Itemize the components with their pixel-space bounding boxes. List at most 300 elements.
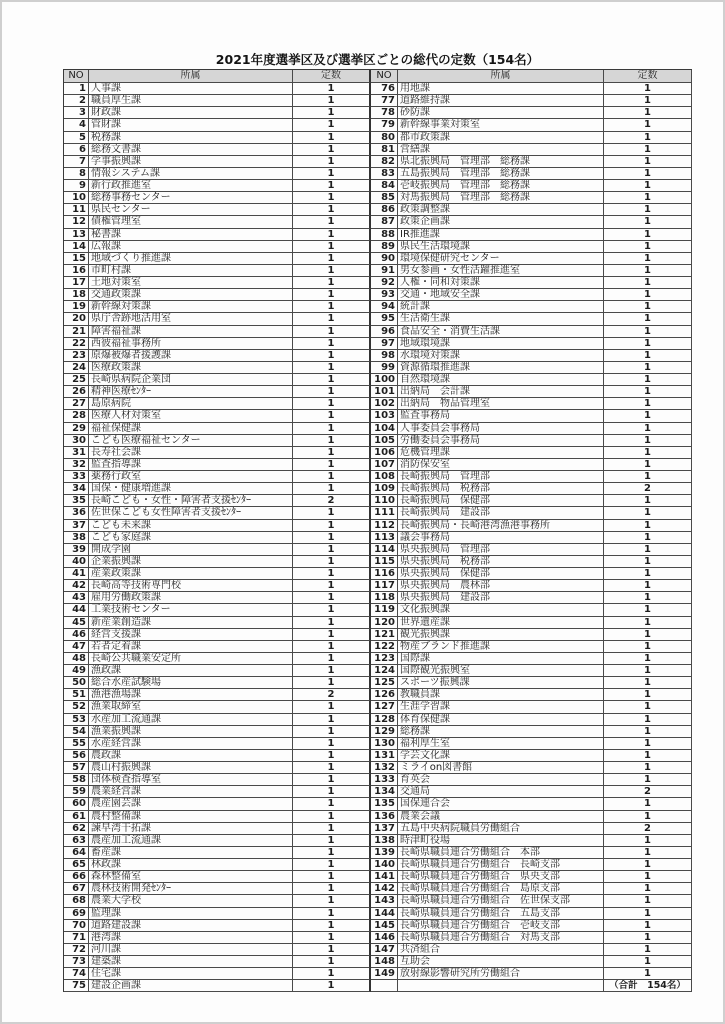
- right-row-dept: スポーツ振興課: [398, 677, 604, 689]
- left-row-no: 71: [64, 932, 89, 944]
- table-row: [64, 95, 692, 107]
- right-row-count: 1: [604, 532, 692, 544]
- right-row-dept: 学芸文化課: [398, 750, 604, 762]
- table-row: [64, 883, 692, 895]
- table-row: [64, 847, 692, 859]
- left-row-dept: 市町村課: [89, 265, 293, 277]
- right-row-no: 149: [371, 968, 398, 980]
- left-header-dept: 所属: [89, 70, 293, 83]
- left-row-no: 22: [64, 338, 89, 350]
- right-row-no: 106: [371, 447, 398, 459]
- left-header-no: NO: [64, 70, 89, 83]
- left-row-no: 63: [64, 835, 89, 847]
- left-row-dept: 団体検査指導室: [89, 774, 293, 786]
- left-row-dept: 建築課: [89, 956, 293, 968]
- table-row: [64, 944, 692, 956]
- left-row-count: 1: [293, 701, 371, 713]
- left-row-dept: 雇用労働政策課: [89, 592, 293, 604]
- right-row-dept: 新幹線事業対策室: [398, 119, 604, 131]
- left-row-dept: 秘書課: [89, 229, 293, 241]
- right-row-no: 116: [371, 568, 398, 580]
- table-row: [64, 386, 692, 398]
- left-row-dept: 林政課: [89, 859, 293, 871]
- left-row-no: 12: [64, 216, 89, 228]
- right-row-dept: 総務課: [398, 726, 604, 738]
- table-row: [64, 471, 692, 483]
- right-row-count: 1: [604, 301, 692, 313]
- left-row-no: 23: [64, 350, 89, 362]
- right-row-count: 1: [604, 580, 692, 592]
- left-row-no: 62: [64, 823, 89, 835]
- right-row-no: 107: [371, 459, 398, 471]
- right-row-dept: 教職員課: [398, 689, 604, 701]
- right-row-no: 94: [371, 301, 398, 313]
- right-row-count: 1: [604, 107, 692, 119]
- left-row-dept: 福祉保健課: [89, 423, 293, 435]
- right-row-dept: 放射線影響研究所労働組合: [398, 968, 604, 980]
- table-row: [64, 507, 692, 519]
- left-row-no: 75: [64, 980, 89, 992]
- left-row-dept: 長崎高等技術専門校: [89, 580, 293, 592]
- right-row-no: 130: [371, 738, 398, 750]
- left-row-no: 16: [64, 265, 89, 277]
- left-row-no: 24: [64, 362, 89, 374]
- left-row-count: 1: [293, 677, 371, 689]
- right-row-count: 1: [604, 811, 692, 823]
- left-row-dept: 長崎こども・女性・障害者支援ｾﾝﾀｰ: [89, 495, 293, 507]
- table-row: [64, 617, 692, 629]
- table-row: [64, 714, 692, 726]
- right-row-dept: 県央振興局 保健部: [398, 568, 604, 580]
- right-row-no: 84: [371, 180, 398, 192]
- left-row-no: 4: [64, 119, 89, 131]
- right-row-no: 89: [371, 241, 398, 253]
- left-row-dept: 監査指導課: [89, 459, 293, 471]
- left-row-count: 1: [293, 398, 371, 410]
- table-row: [64, 895, 692, 907]
- right-row-no: 145: [371, 920, 398, 932]
- left-row-count: 1: [293, 107, 371, 119]
- table-row: [64, 423, 692, 435]
- left-row-count: 1: [293, 665, 371, 677]
- right-row-dept: 統計課: [398, 301, 604, 313]
- left-row-dept: 水産経営課: [89, 738, 293, 750]
- right-row-dept: 時津町役場: [398, 835, 604, 847]
- left-row-no: 29: [64, 423, 89, 435]
- right-row-dept: 長崎県職員連合労働組合 対馬支部: [398, 932, 604, 944]
- right-row-dept: 観光振興課: [398, 629, 604, 641]
- right-row-no: 117: [371, 580, 398, 592]
- left-row-no: 10: [64, 192, 89, 204]
- representatives-table: [63, 69, 692, 992]
- right-row-no: 99: [371, 362, 398, 374]
- table-row: [64, 410, 692, 422]
- right-row-no: 142: [371, 883, 398, 895]
- table-row: [64, 968, 692, 980]
- right-row-count: 1: [604, 95, 692, 107]
- left-row-no: 8: [64, 168, 89, 180]
- table-row: [64, 580, 692, 592]
- left-row-count: 1: [293, 641, 371, 653]
- right-row-dept: 互助会: [398, 956, 604, 968]
- right-row-dept: 県央振興局 建設部: [398, 592, 604, 604]
- right-row-no: 133: [371, 774, 398, 786]
- right-row-no: 101: [371, 386, 398, 398]
- right-row-dept: 人事委員会事務局: [398, 423, 604, 435]
- left-row-count: 1: [293, 811, 371, 823]
- table-row: [64, 823, 692, 835]
- right-row-no: 92: [371, 277, 398, 289]
- left-row-count: 1: [293, 980, 371, 992]
- left-row-dept: 開成学園: [89, 544, 293, 556]
- left-row-count: 1: [293, 944, 371, 956]
- left-row-count: 1: [293, 289, 371, 301]
- left-row-dept: 国保・健康増進課: [89, 483, 293, 495]
- right-row-dept: 用地課: [398, 83, 604, 95]
- right-row-dept: 長崎県職員連合労働組合 県央支部: [398, 871, 604, 883]
- left-row-dept: 障害福祉課: [89, 326, 293, 338]
- left-row-no: 27: [64, 398, 89, 410]
- left-row-dept: 漁政課: [89, 665, 293, 677]
- table-row: [64, 83, 692, 95]
- right-row-count: 1: [604, 180, 692, 192]
- left-row-no: 5: [64, 132, 89, 144]
- left-row-no: 60: [64, 798, 89, 810]
- left-row-dept: 住宅課: [89, 968, 293, 980]
- right-row-dept: 議会事務局: [398, 532, 604, 544]
- right-row-count: 2: [604, 823, 692, 835]
- left-row-dept: 農産園芸課: [89, 798, 293, 810]
- table-row: [64, 653, 692, 665]
- left-row-dept: 税務課: [89, 132, 293, 144]
- right-row-no: 83: [371, 168, 398, 180]
- right-row-count: 1: [604, 277, 692, 289]
- left-row-dept: 建設企画課: [89, 980, 293, 992]
- right-row-dept: 壱岐振興局 管理部 総務課: [398, 180, 604, 192]
- right-row-count: 1: [604, 459, 692, 471]
- right-row-count: 1: [604, 447, 692, 459]
- left-row-no: 54: [64, 726, 89, 738]
- right-row-dept: 生活衛生課: [398, 313, 604, 325]
- left-header-count: 定数: [293, 70, 371, 83]
- right-row-count: 1: [604, 738, 692, 750]
- left-row-dept: 農業経営課: [89, 786, 293, 798]
- left-row-count: 1: [293, 738, 371, 750]
- left-row-dept: 監理課: [89, 908, 293, 920]
- left-row-count: 1: [293, 265, 371, 277]
- left-row-dept: 産業政策課: [89, 568, 293, 580]
- left-row-dept: 企業振興課: [89, 556, 293, 568]
- left-row-no: 11: [64, 204, 89, 216]
- right-row-count: 1: [604, 665, 692, 677]
- left-row-dept: 交通政策課: [89, 289, 293, 301]
- right-row-dept: 営繕課: [398, 144, 604, 156]
- table-row: [64, 119, 692, 131]
- left-row-count: 1: [293, 920, 371, 932]
- left-row-dept: 経営支援課: [89, 629, 293, 641]
- right-row-count: 1: [604, 338, 692, 350]
- right-row-no: 144: [371, 908, 398, 920]
- left-row-dept: 漁業振興課: [89, 726, 293, 738]
- right-row-count: 1: [604, 350, 692, 362]
- right-row-dept: 物産ブランド推進課: [398, 641, 604, 653]
- right-row-count: 1: [604, 132, 692, 144]
- left-row-no: 44: [64, 604, 89, 616]
- left-row-no: 40: [64, 556, 89, 568]
- right-row-count: 1: [604, 229, 692, 241]
- left-row-dept: 港湾課: [89, 932, 293, 944]
- left-row-no: 59: [64, 786, 89, 798]
- table-row: [64, 604, 692, 616]
- table-row: [64, 920, 692, 932]
- left-row-dept: 職員厚生課: [89, 95, 293, 107]
- table-row: [64, 338, 692, 350]
- left-row-dept: 土地対策室: [89, 277, 293, 289]
- right-row-dept: 政策企画課: [398, 216, 604, 228]
- right-row-no: 110: [371, 495, 398, 507]
- table-row: [64, 107, 692, 119]
- right-header-dept: 所属: [398, 70, 604, 83]
- left-row-count: 1: [293, 410, 371, 422]
- left-row-no: 21: [64, 326, 89, 338]
- right-row-dept: 砂防課: [398, 107, 604, 119]
- left-row-dept: 財政課: [89, 107, 293, 119]
- left-row-dept: 道路建設課: [89, 920, 293, 932]
- left-row-dept: 医療人材対策室: [89, 410, 293, 422]
- table-row: [64, 750, 692, 762]
- left-row-dept: 農山村振興課: [89, 762, 293, 774]
- right-row-dept: 国際課: [398, 653, 604, 665]
- right-row-dept: 育英会: [398, 774, 604, 786]
- left-row-count: 1: [293, 350, 371, 362]
- table-row: [64, 168, 692, 180]
- left-row-count: 1: [293, 180, 371, 192]
- left-row-dept: 農業大学校: [89, 895, 293, 907]
- right-row-no: 121: [371, 629, 398, 641]
- right-row-no: 122: [371, 641, 398, 653]
- table-row: [64, 253, 692, 265]
- right-row-dept: 長崎県職員連合労働組合 五島支部: [398, 908, 604, 920]
- right-row-count: 1: [604, 714, 692, 726]
- right-row-no: 128: [371, 714, 398, 726]
- table-row: [64, 362, 692, 374]
- right-row-count: 1: [604, 762, 692, 774]
- left-row-dept: 水産加工流通課: [89, 714, 293, 726]
- table-row: [64, 229, 692, 241]
- table-row: [64, 908, 692, 920]
- right-row-dept: 生涯学習課: [398, 701, 604, 713]
- left-row-no: 32: [64, 459, 89, 471]
- right-row-no: 120: [371, 617, 398, 629]
- right-row-no: 126: [371, 689, 398, 701]
- left-row-no: 72: [64, 944, 89, 956]
- left-row-count: 1: [293, 629, 371, 641]
- left-row-dept: 漁業取締室: [89, 701, 293, 713]
- right-row-no: 112: [371, 520, 398, 532]
- table-row: [64, 374, 692, 386]
- right-row-count: 1: [604, 423, 692, 435]
- left-row-no: 50: [64, 677, 89, 689]
- left-row-count: 1: [293, 556, 371, 568]
- left-row-count: 1: [293, 471, 371, 483]
- right-row-count: 1: [604, 653, 692, 665]
- right-row-count: 1: [604, 435, 692, 447]
- table-row: [64, 677, 692, 689]
- right-row-count: 1: [604, 362, 692, 374]
- right-row-dept: 長崎県職員連合労働組合 本部: [398, 847, 604, 859]
- right-row-dept: 県央振興局 税務部: [398, 556, 604, 568]
- right-header-count: 定数: [604, 70, 692, 83]
- right-row-no: 93: [371, 289, 398, 301]
- right-row-count: 1: [604, 471, 692, 483]
- table-row: [64, 701, 692, 713]
- right-row-no: 139: [371, 847, 398, 859]
- left-row-count: 1: [293, 932, 371, 944]
- right-row-no: 119: [371, 604, 398, 616]
- left-row-dept: 県庁舎跡地活用室: [89, 313, 293, 325]
- right-row-count: 1: [604, 774, 692, 786]
- left-row-count: 1: [293, 968, 371, 980]
- left-row-no: 51: [64, 689, 89, 701]
- left-row-no: 15: [64, 253, 89, 265]
- left-row-count: 1: [293, 798, 371, 810]
- total-count: （合計 154名）: [604, 980, 692, 992]
- left-row-no: 53: [64, 714, 89, 726]
- right-row-no: 102: [371, 398, 398, 410]
- left-row-no: 42: [64, 580, 89, 592]
- right-row-count: 1: [604, 410, 692, 422]
- right-row-count: 1: [604, 568, 692, 580]
- right-row-count: 1: [604, 556, 692, 568]
- table-row: [64, 313, 692, 325]
- right-row-dept: 交通・地域安全課: [398, 289, 604, 301]
- left-row-no: 57: [64, 762, 89, 774]
- right-row-count: 1: [604, 835, 692, 847]
- right-row-count: 1: [604, 192, 692, 204]
- left-row-count: 1: [293, 277, 371, 289]
- table-row: [64, 859, 692, 871]
- left-row-dept: こども医療福祉センター: [89, 435, 293, 447]
- right-row-count: 1: [604, 289, 692, 301]
- right-row-no: 97: [371, 338, 398, 350]
- left-row-count: 1: [293, 714, 371, 726]
- left-row-count: 1: [293, 835, 371, 847]
- right-row-count: 1: [604, 895, 692, 907]
- left-row-count: 2: [293, 495, 371, 507]
- left-row-no: 49: [64, 665, 89, 677]
- right-row-no: 127: [371, 701, 398, 713]
- left-row-dept: 総務文書課: [89, 144, 293, 156]
- left-row-count: 1: [293, 204, 371, 216]
- left-row-no: 31: [64, 447, 89, 459]
- right-row-dept: 地域環境課: [398, 338, 604, 350]
- left-row-no: 38: [64, 532, 89, 544]
- left-row-no: 70: [64, 920, 89, 932]
- right-row-dept: 国際観光振興室: [398, 665, 604, 677]
- left-row-dept: 島原病院: [89, 398, 293, 410]
- table-row: [64, 629, 692, 641]
- left-row-count: 1: [293, 168, 371, 180]
- table-row: [64, 532, 692, 544]
- right-row-no: 100: [371, 374, 398, 386]
- left-row-dept: 諫早湾干拓課: [89, 823, 293, 835]
- right-row-no: 141: [371, 871, 398, 883]
- table-row: [64, 665, 692, 677]
- left-row-no: 41: [64, 568, 89, 580]
- left-row-dept: 新行政推進室: [89, 180, 293, 192]
- left-row-count: 1: [293, 580, 371, 592]
- left-row-count: 1: [293, 301, 371, 313]
- right-row-dept: 水環境対策課: [398, 350, 604, 362]
- left-row-dept: 漁港漁場課: [89, 689, 293, 701]
- left-row-no: 26: [64, 386, 89, 398]
- table-row: [64, 483, 692, 495]
- table-row: [64, 641, 692, 653]
- right-row-dept: 長崎振興局 建設部: [398, 507, 604, 519]
- right-row-count: 1: [604, 871, 692, 883]
- left-row-dept: 総合水産試験場: [89, 677, 293, 689]
- right-row-dept: 男女参画・女性活躍推進室: [398, 265, 604, 277]
- table-row: [64, 204, 692, 216]
- right-row-count: 1: [604, 119, 692, 131]
- right-row-no: 118: [371, 592, 398, 604]
- right-row-no: 91: [371, 265, 398, 277]
- table-row: [64, 447, 692, 459]
- right-row-dept: 長崎県職員連合労働組合 長崎支部: [398, 859, 604, 871]
- left-row-count: 1: [293, 956, 371, 968]
- left-row-dept: 西彼福祉事務所: [89, 338, 293, 350]
- left-row-no: 20: [64, 313, 89, 325]
- left-row-no: 68: [64, 895, 89, 907]
- left-row-dept: 原爆被爆者援護課: [89, 350, 293, 362]
- right-row-dept: 農業会議: [398, 811, 604, 823]
- left-row-no: 69: [64, 908, 89, 920]
- table-row: [64, 738, 692, 750]
- right-row-count: 1: [604, 726, 692, 738]
- right-row-no: 105: [371, 435, 398, 447]
- left-row-count: 1: [293, 156, 371, 168]
- right-row-no: 79: [371, 119, 398, 131]
- right-row-no: 77: [371, 95, 398, 107]
- table-row: [64, 556, 692, 568]
- right-row-count: 1: [604, 956, 692, 968]
- right-row-dept: 長崎振興局 保健部: [398, 495, 604, 507]
- left-row-no: 6: [64, 144, 89, 156]
- table-row: [64, 774, 692, 786]
- right-row-no: 85: [371, 192, 398, 204]
- left-row-dept: 医療政策課: [89, 362, 293, 374]
- right-row-count: 1: [604, 908, 692, 920]
- table-row: [64, 132, 692, 144]
- left-row-count: 1: [293, 362, 371, 374]
- right-row-count: 1: [604, 617, 692, 629]
- right-row-count: 1: [604, 83, 692, 95]
- table-row: [64, 956, 692, 968]
- right-row-no: 147: [371, 944, 398, 956]
- right-row-dept: 長崎振興局 管理部: [398, 471, 604, 483]
- table-row: [64, 459, 692, 471]
- left-row-count: 1: [293, 132, 371, 144]
- right-row-no: 96: [371, 326, 398, 338]
- right-row-dept: 県央振興局 管理部: [398, 544, 604, 556]
- left-row-dept: 精神医療ｾﾝﾀｰ: [89, 386, 293, 398]
- table-row: [64, 398, 692, 410]
- right-row-count: 1: [604, 386, 692, 398]
- right-row-dept: 福利厚生室: [398, 738, 604, 750]
- left-row-dept: 県民センター: [89, 204, 293, 216]
- left-row-count: 1: [293, 786, 371, 798]
- right-row-no: 134: [371, 786, 398, 798]
